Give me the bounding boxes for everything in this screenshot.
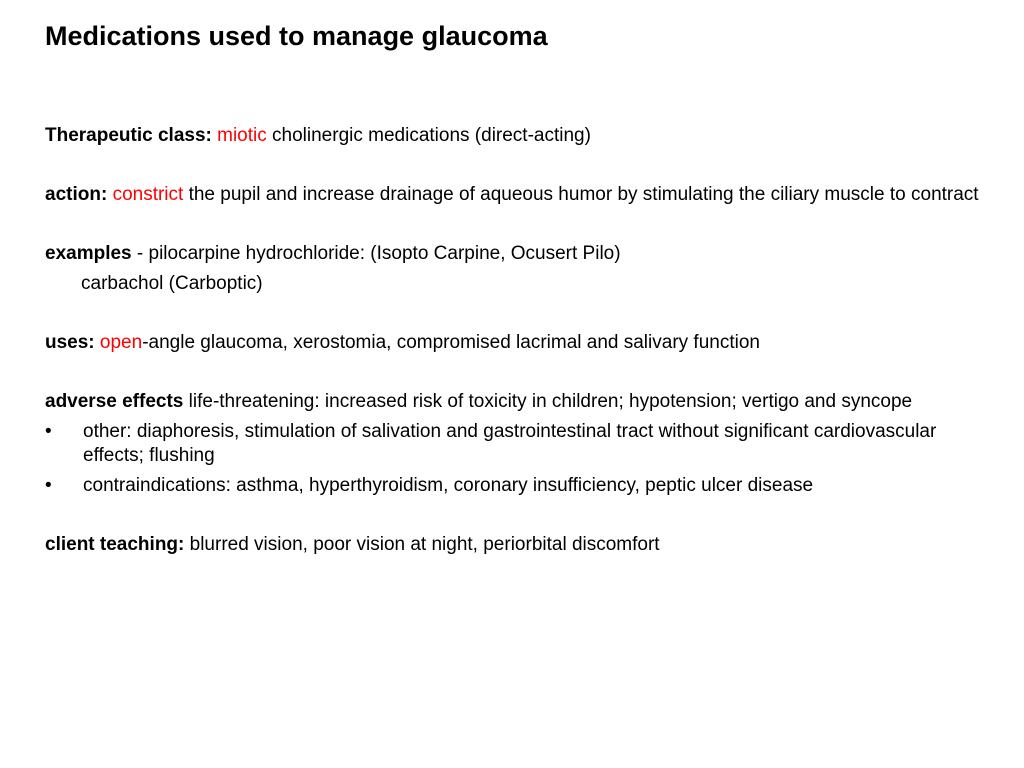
client-teaching-text: blurred vision, poor vision at night, periorbital discomfort: [184, 534, 660, 555]
uses-text: -angle glaucoma, xerostomia, compromised lacrimal and salivary function: [142, 332, 760, 353]
adverse-effects-bullet-contraindications: contraindications: asthma, hyperthyroidism, coronary insufficiency, peptic ulcer disease: [83, 475, 814, 496]
slide-title: Medications used to manage glaucoma: [45, 21, 548, 51]
adverse-effects-label: adverse effects: [45, 391, 184, 412]
adverse-effects-paragraph: [45, 390, 1000, 414]
list-item: [45, 420, 1000, 468]
therapeutic-class-highlight: miotic: [217, 125, 267, 146]
list-item: [45, 474, 1000, 498]
client-teaching-label: client teaching:: [45, 534, 185, 555]
uses-label: uses:: [45, 332, 95, 353]
adverse-effects-bullet-other: other: diaphoresis, stimulation of salivation and gastrointestinal tract without significant cardiovascular effects; flushing: [83, 421, 937, 466]
bullet-icon: •: [45, 421, 52, 442]
action-paragraph: [45, 183, 1000, 207]
uses-highlight: open: [99, 332, 143, 353]
uses-paragraph: [45, 331, 1000, 355]
examples-paragraph: [45, 242, 1000, 266]
examples-label: examples: [45, 243, 132, 264]
adverse-effects-text: life-threatening: increased risk of toxicity in children; hypotension; vertigo and syncope: [183, 391, 913, 412]
examples-text: - pilocarpine hydrochloride: (Isopto Carpine, Ocusert Pilo): [131, 243, 621, 264]
action-highlight: constrict: [112, 184, 184, 205]
bullet-icon: •: [45, 475, 52, 496]
slide-body: [45, 124, 1000, 557]
therapeutic-class-paragraph: [45, 124, 1000, 148]
action-label: action:: [45, 184, 108, 205]
action-text: the pupil and increase drainage of aqueous humor by stimulating the ciliary muscle to contract: [183, 184, 979, 205]
client-teaching-paragraph: [45, 533, 1000, 557]
therapeutic-class-text: cholinergic medications (direct-acting): [266, 125, 591, 146]
therapeutic-class-label: Therapeutic class:: [45, 125, 212, 146]
examples-line-2: carbachol (Carboptic): [81, 273, 263, 294]
